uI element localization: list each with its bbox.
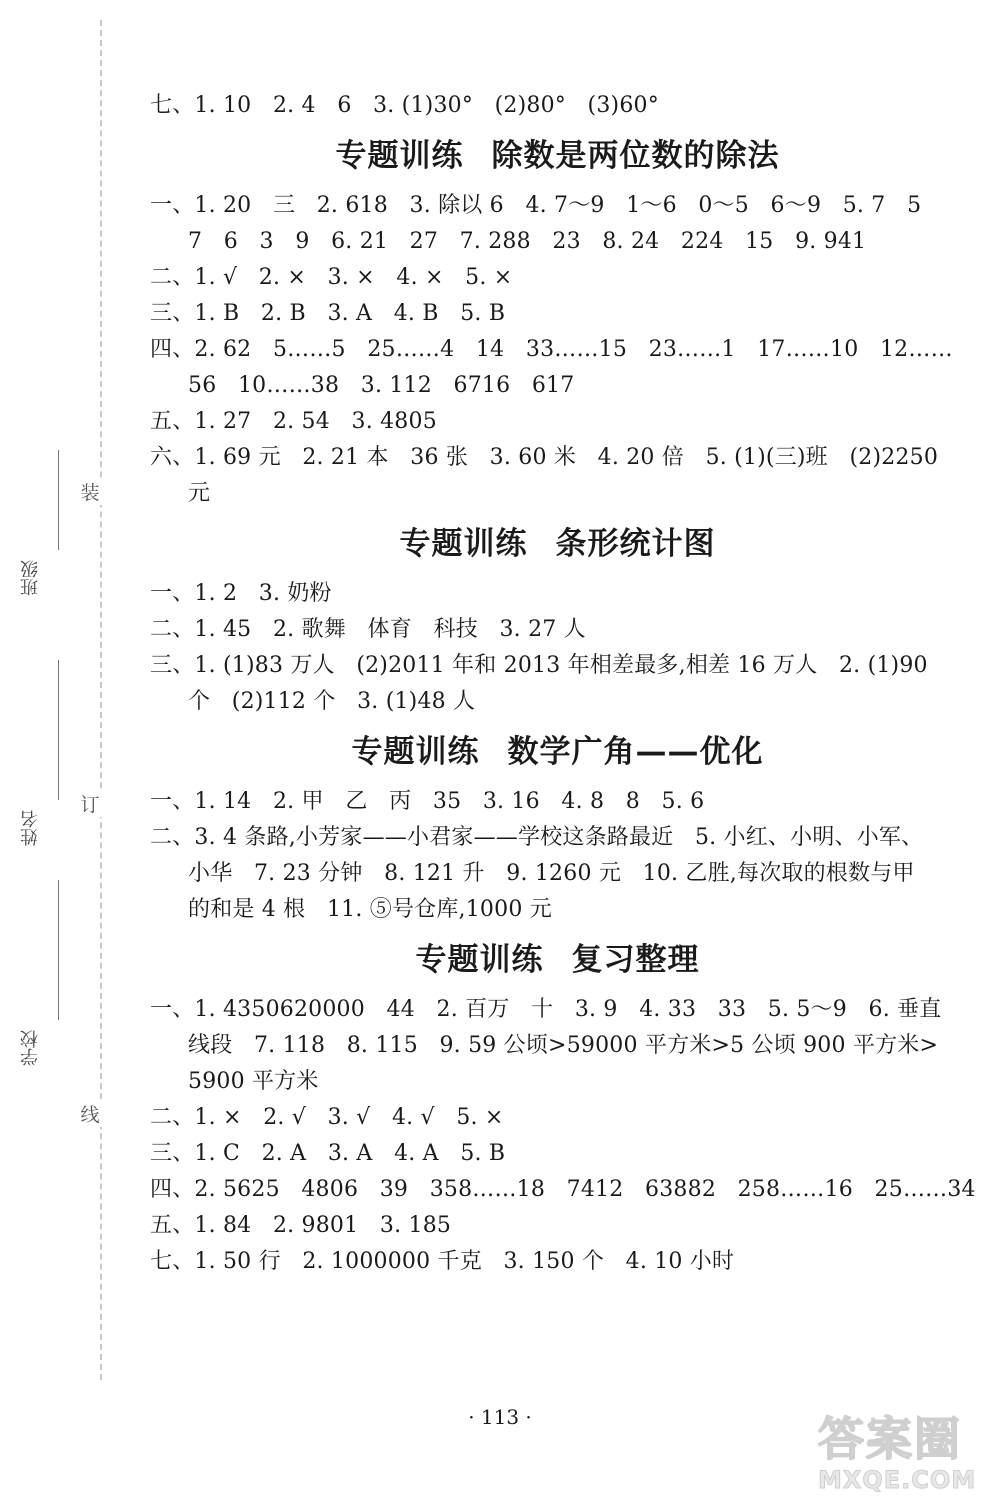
answer-content bbox=[150, 88, 976, 1280]
class-label: 班级 bbox=[20, 560, 41, 596]
heading-prefix: 专题训练 bbox=[335, 138, 464, 174]
answer-line: 二、1. √ 2. × 3. × 4. × 5. × bbox=[150, 265, 513, 290]
answer-line: 六、1. 69 元 2. 21 本 36 张 3. 60 米 4. 20 倍 5. (1)(三)班 (2)2250 bbox=[150, 445, 939, 470]
answer-line-continued: 线段 7. 118 8. 115 9. 59 公顷>59000 平方米>5 公顷 900 平方米> bbox=[188, 1033, 939, 1058]
class-field bbox=[18, 560, 46, 596]
heading-prefix: 专题训练 bbox=[399, 526, 528, 562]
answer-line: 五、1. 84 2. 9801 3. 185 bbox=[150, 1213, 452, 1238]
heading-prefix: 专题训练 bbox=[351, 734, 480, 770]
binding-char-zhuang: 装 bbox=[78, 478, 102, 505]
answer-line: 一、1. 4350620000 44 2. 百万 十 3. 9 4. 33 33 5. 5～9 6. 垂直 bbox=[150, 997, 942, 1022]
watermark-url: MXQE.COM bbox=[818, 1466, 977, 1494]
heading-title: 条形统计图 bbox=[555, 526, 716, 562]
answer-line: 一、1. 20 三 2. 618 3. 除以 6 4. 7～9 1～6 0～5 6～9 5. 7 5 bbox=[150, 193, 922, 218]
binding-margin bbox=[0, 0, 110, 1505]
answer-line-continued: 元 bbox=[188, 481, 211, 506]
watermark bbox=[818, 1412, 993, 1502]
school-underline bbox=[58, 880, 59, 1020]
answer-line: 七、1. 50 行 2. 1000000 千克 3. 150 个 4. 10 小时 bbox=[150, 1249, 735, 1274]
heading-title: 数学广角——优化 bbox=[507, 734, 764, 770]
watermark-logo: 答案圈 bbox=[818, 1412, 962, 1466]
answer-line: 五、1. 27 2. 54 3. 4805 bbox=[150, 409, 437, 434]
answer-line: 一、1. 14 2. 甲 乙 丙 35 3. 16 4. 8 8 5. 6 bbox=[150, 789, 705, 814]
answer-line: 三、1. C 2. A 3. A 4. A 5. B bbox=[150, 1141, 506, 1166]
answer-line: 七、1. 10 2. 4 6 3. (1)30° (2)80° (3)60° bbox=[150, 93, 659, 118]
section-heading bbox=[150, 732, 965, 772]
answer-line-continued: 5900 平方米 bbox=[188, 1069, 319, 1094]
answer-line-continued: 7 6 3 9 6. 21 27 7. 288 23 8. 24 224 15 9. 941 bbox=[188, 229, 867, 254]
section-heading bbox=[150, 940, 965, 980]
answer-line-continued: 小华 7. 23 分钟 8. 121 升 9. 1260 元 10. 乙胜,每次取的根数与甲 bbox=[188, 861, 915, 886]
name-field bbox=[18, 810, 46, 846]
answer-line: 四、2. 5625 4806 39 358……18 7412 63882 258……16 25……34 bbox=[150, 1177, 976, 1202]
answer-line: 三、1. (1)83 万人 (2)2011 年和 2013 年相差最多,相差 16 万人 2. (1)90 bbox=[150, 653, 928, 678]
school-label: 学校 bbox=[20, 1030, 41, 1066]
heading-title: 除数是两位数的除法 bbox=[491, 138, 780, 174]
answer-line: 四、2. 62 5……5 25……4 14 33……15 23……1 17……10 12…… bbox=[150, 337, 953, 362]
binding-cut-line bbox=[100, 20, 102, 1380]
school-field bbox=[18, 1030, 46, 1066]
answer-line: 二、1. 45 2. 歌舞 体育 科技 3. 27 人 bbox=[150, 617, 586, 642]
section-heading bbox=[150, 524, 965, 564]
answer-line: 一、1. 2 3. 奶粉 bbox=[150, 581, 332, 606]
binding-char-ding: 订 bbox=[78, 790, 102, 817]
answer-line: 二、3. 4 条路,小芳家——小君家——学校这条路最近 5. 小红、小明、小军、 bbox=[150, 825, 924, 850]
answer-line-continued: 56 10……38 3. 112 6716 617 bbox=[188, 373, 575, 398]
class-underline bbox=[58, 450, 59, 550]
section-heading bbox=[150, 136, 965, 176]
heading-prefix: 专题训练 bbox=[415, 942, 544, 978]
binding-char-xian: 线 bbox=[78, 1100, 102, 1127]
page-number: · 113 · bbox=[468, 1405, 532, 1429]
answer-line: 二、1. × 2. √ 3. √ 4. √ 5. × bbox=[150, 1105, 504, 1130]
name-label: 姓名 bbox=[20, 810, 41, 846]
name-underline bbox=[58, 660, 59, 800]
answer-line: 三、1. B 2. B 3. A 4. B 5. B bbox=[150, 301, 506, 326]
answer-line-continued: 个 (2)112 个 3. (1)48 人 bbox=[188, 689, 476, 714]
answer-line-continued: 的和是 4 根 11. ⑤号仓库,1000 元 bbox=[188, 897, 552, 922]
heading-title: 复习整理 bbox=[571, 942, 700, 978]
